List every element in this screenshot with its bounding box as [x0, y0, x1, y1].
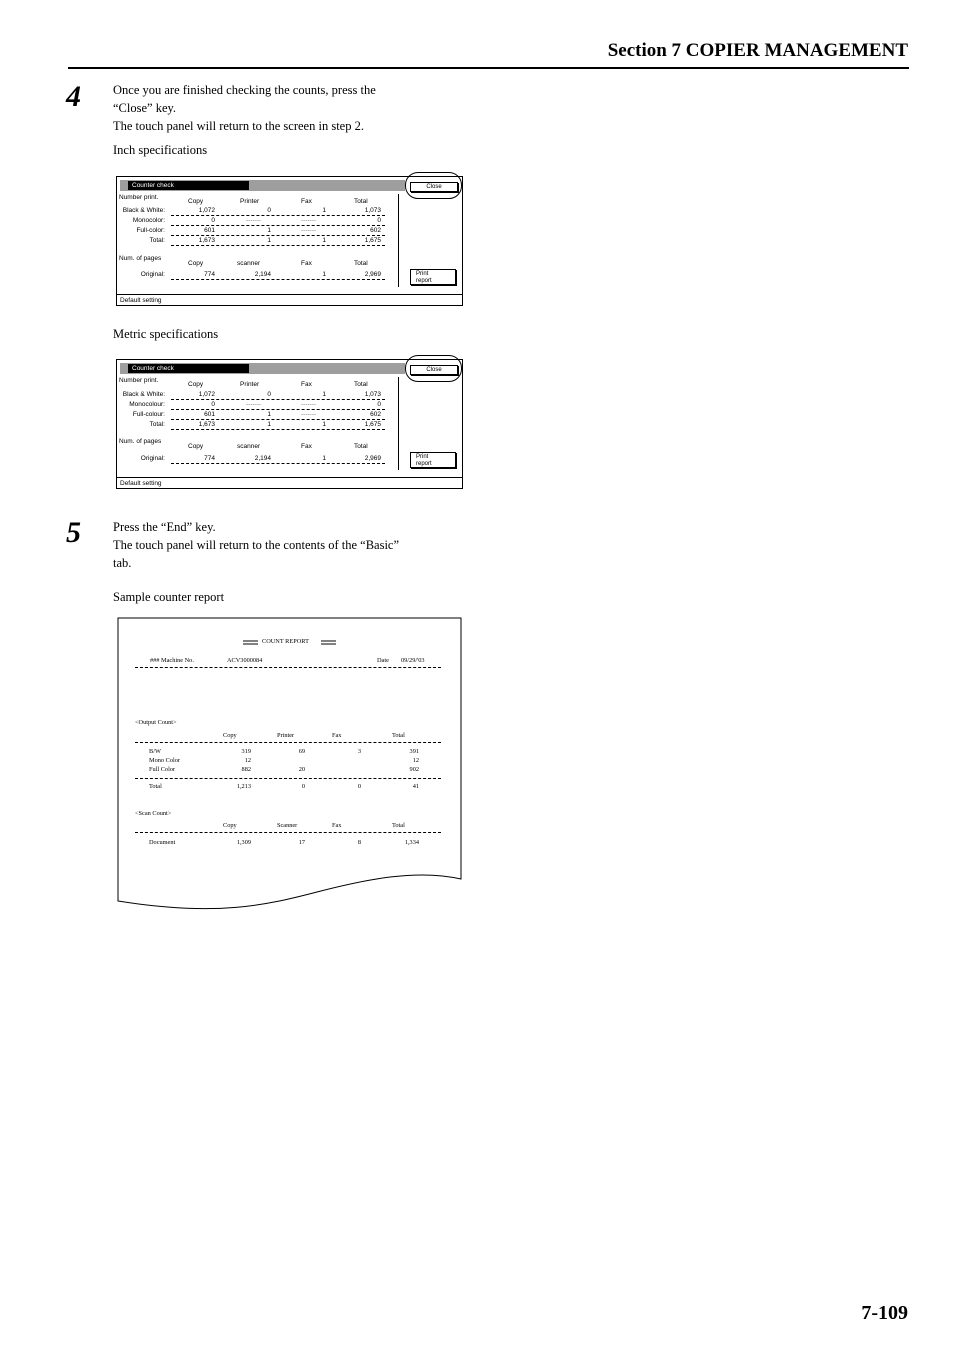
value-total: 602 [370, 227, 381, 234]
step-number-4: 4 [66, 80, 81, 113]
date-value: 09/29/'03 [401, 657, 425, 664]
value-copy: 1,072 [198, 207, 215, 214]
col-header-fax: Fax [301, 198, 312, 205]
output-header-total: Total [392, 732, 405, 739]
section-header: Section 7 COPIER MANAGEMENT [607, 40, 908, 61]
value-copy: 0 [211, 217, 215, 224]
report-title: COUNT REPORT [262, 638, 309, 645]
default-setting-label[interactable]: Default setting [120, 297, 162, 304]
counter-check-panel-inch [116, 176, 463, 306]
row-leader [171, 419, 385, 420]
value-printer: 0 [267, 391, 271, 398]
step5-line: tab. [113, 556, 132, 570]
output-row-label: B/W [149, 748, 161, 755]
value-scanner: 2,194 [254, 271, 271, 278]
value-printer: 1 [267, 421, 271, 428]
output-row-label: Mono Color [149, 757, 180, 764]
print-report-label-2: report [416, 460, 432, 467]
output-count-heading: <Output Count> [135, 719, 177, 726]
col-header-printer: Printer [240, 198, 260, 205]
header-rule [68, 67, 909, 69]
scan-total: 1,334 [404, 839, 419, 846]
value-total: 1,675 [364, 237, 381, 244]
value-total: 602 [370, 411, 381, 418]
scan-scanner: 17 [298, 839, 305, 846]
value-fax: 1 [322, 391, 326, 398]
step5-instructions [113, 518, 399, 572]
close-button[interactable]: Close [410, 365, 458, 375]
output-fax: 3 [357, 748, 361, 755]
value-fax: ------- [301, 227, 317, 234]
col-header-printer: Printer [240, 381, 260, 388]
row-leader [171, 463, 385, 464]
output-header-printer: Printer [277, 732, 295, 739]
value-fax: 1 [322, 237, 326, 244]
number-print-heading: Number print. [119, 194, 159, 201]
value-fax: ------- [301, 217, 317, 224]
footer-rule [117, 477, 462, 478]
report-rule [135, 742, 441, 743]
num-pages-heading: Num. of pages [119, 255, 162, 262]
num-pages-heading: Num. of pages [119, 438, 162, 445]
row-label: Monocolour: [129, 401, 165, 408]
value-total: 0 [377, 401, 381, 408]
col-header-total: Total [354, 381, 368, 388]
value-printer: 1 [267, 411, 271, 418]
print-report-label-2: report [416, 277, 432, 284]
sample-caption: Sample counter report [113, 590, 225, 604]
scan-header-copy: Copy [223, 822, 237, 829]
row-label: Black & White: [122, 207, 165, 214]
output-total: 902 [409, 766, 419, 773]
row-leader [171, 215, 385, 216]
row-label: Full-colour: [132, 411, 165, 418]
col-header-fax: Fax [301, 381, 312, 388]
output-printer: 69 [298, 748, 305, 755]
value-printer: 1 [267, 237, 271, 244]
value-printer: 0 [267, 207, 271, 214]
value-copy: 1,673 [198, 237, 215, 244]
step-number-5: 5 [66, 516, 81, 549]
output-total: 391 [409, 748, 419, 755]
col-header-fax: Fax [301, 260, 312, 267]
report-rule [135, 832, 441, 833]
number-print-heading: Number print. [119, 377, 159, 384]
value-total: 2,969 [364, 455, 381, 462]
value-copy: 0 [211, 401, 215, 408]
scan-fax: 8 [357, 839, 361, 846]
row-label: Full-color: [136, 227, 165, 234]
scan-copy: 1,309 [236, 839, 251, 846]
print-report-button[interactable] [410, 452, 456, 468]
step4-instructions [113, 81, 376, 135]
col-header-copy: Copy [188, 260, 204, 267]
scan-row-label: Document [149, 839, 176, 846]
output-total: 12 [412, 757, 419, 764]
value-fax: ------- [301, 401, 317, 408]
machine-value: ACV3000084 [227, 657, 263, 664]
print-report-label-1: Print [416, 271, 429, 277]
panel-title: Counter check [128, 364, 249, 373]
default-setting-label[interactable]: Default setting [120, 480, 162, 487]
output-row-label: Full Color [149, 766, 176, 773]
col-header-total: Total [354, 443, 368, 450]
row-leader [171, 245, 385, 246]
panel-title: Counter check [128, 181, 249, 190]
metric-caption: Metric specifications [113, 327, 219, 341]
output-printer: 20 [298, 766, 305, 773]
output-total-fax: 0 [357, 783, 361, 790]
output-copy: 882 [241, 766, 251, 773]
row-leader [171, 399, 385, 400]
step4-line: Once you are finished checking the counts, press the [113, 83, 376, 97]
scan-count-heading: <Scan Count> [135, 810, 172, 817]
col-header-copy: Copy [188, 381, 204, 388]
value-fax: 1 [322, 421, 326, 428]
report-rule [135, 778, 441, 779]
row-leader [171, 409, 385, 410]
value-copy: 774 [204, 271, 215, 278]
row-leader [171, 429, 385, 430]
col-header-total: Total [354, 260, 368, 267]
output-header-copy: Copy [223, 732, 237, 739]
scan-header-fax: Fax [332, 822, 342, 829]
sample-counter-report [117, 617, 462, 917]
panel-divider [398, 194, 399, 287]
value-printer: 1 [267, 227, 271, 234]
value-fax: ------- [301, 411, 317, 418]
scan-header-scanner: Scanner [277, 822, 298, 829]
original-label: Original: [140, 271, 165, 278]
output-copy: 319 [241, 748, 251, 755]
step5-line: Press the “End” key. [113, 520, 216, 534]
value-total: 2,969 [364, 271, 381, 278]
original-label: Original: [140, 455, 165, 462]
output-total-copy: 1,213 [236, 783, 251, 790]
row-leader [171, 235, 385, 236]
close-button[interactable]: Close [410, 182, 458, 192]
row-label: Black & White: [122, 391, 165, 398]
row-label: Total: [149, 421, 165, 428]
col-header-scanner: scanner [237, 260, 261, 267]
value-copy: 774 [204, 455, 215, 462]
counter-check-panel-metric [116, 359, 463, 489]
output-header-fax: Fax [332, 732, 342, 739]
value-fax: 1 [322, 455, 326, 462]
col-header-copy: Copy [188, 198, 204, 205]
value-printer: ------- [246, 401, 262, 408]
date-label: Date [377, 657, 389, 664]
inch-caption: Inch specifications [113, 143, 208, 157]
value-total: 1,675 [364, 421, 381, 428]
panel-titlebar [120, 363, 405, 374]
value-printer: ------- [246, 217, 262, 224]
step5-line: The touch panel will return to the contents of the “Basic” [113, 538, 400, 552]
page-number: 7-109 [861, 1302, 908, 1324]
row-leader [171, 279, 385, 280]
value-fax: 1 [322, 271, 326, 278]
value-fax: 1 [322, 207, 326, 214]
output-total-total: 41 [412, 783, 419, 790]
panel-divider [398, 377, 399, 470]
step4-line: “Close” key. [113, 101, 177, 115]
col-header-total: Total [354, 198, 368, 205]
value-total: 1,073 [364, 207, 381, 214]
value-copy: 1,072 [198, 391, 215, 398]
col-header-fax: Fax [301, 443, 312, 450]
value-copy: 601 [204, 411, 215, 418]
col-header-scanner: scanner [237, 443, 261, 450]
machine-label: ### Machine No. [150, 657, 194, 664]
value-copy: 1,673 [198, 421, 215, 428]
col-header-copy: Copy [188, 443, 204, 450]
step4-line: The touch panel will return to the screen in step 2. [113, 119, 364, 133]
scan-header-total: Total [392, 822, 405, 829]
print-report-label-1: Print [416, 454, 429, 460]
row-leader [171, 225, 385, 226]
output-total-printer: 0 [301, 783, 305, 790]
footer-rule [117, 294, 462, 295]
output-copy: 12 [244, 757, 251, 764]
value-scanner: 2,194 [254, 455, 271, 462]
row-label: Total: [149, 237, 165, 244]
value-total: 1,073 [364, 391, 381, 398]
value-copy: 601 [204, 227, 215, 234]
report-rule [135, 667, 441, 668]
output-total-label: Total [149, 783, 162, 790]
print-report-button[interactable] [410, 269, 456, 285]
panel-titlebar [120, 180, 405, 191]
row-label: Monocolor: [132, 217, 165, 224]
value-total: 0 [377, 217, 381, 224]
